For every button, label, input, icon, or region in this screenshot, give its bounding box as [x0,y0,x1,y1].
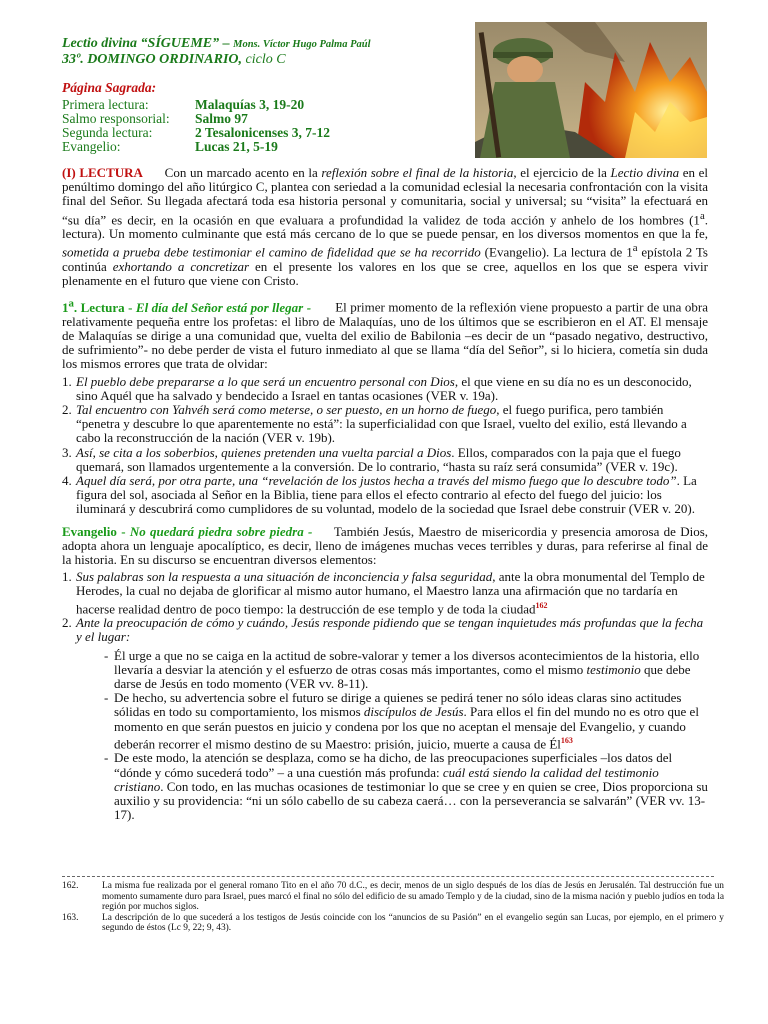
text-run: Ante la preocupación de cómo y cuándo, Jesús responde pidiendo que se tengan inquietudes más profundas que la fecha y el lugar: [76,615,704,645]
list-item [104,691,708,751]
reading-value: Lucas 21, 5-19 [195,139,278,154]
list-item [62,616,708,644]
footnote-ref[interactable]: 163 [560,735,573,745]
list-item [104,649,708,692]
evangelio-heading [62,524,312,539]
dash-marker: - [104,690,109,706]
header-author: Mons. Víctor Hugo Palma Paúl [233,39,371,50]
list-item [62,375,708,403]
reading-label: Evangelio: [62,139,121,154]
primera-list [62,375,708,517]
text-run: No quedará piedra sobre piedra - [129,523,313,539]
list-number: 1. [62,373,72,389]
text-run: discípulos de Jesús [363,704,464,720]
text-run: Evangelio - [62,523,130,539]
footnote-divider [62,876,714,877]
readings-table [62,98,462,154]
reading-value: 2 Tesalonicenses 3, 7-12 [195,125,331,140]
text-run: . lectura). Un momento culminante que está más cercano de lo que se puede pensar, en los diversos momentos en que la fe, [62,211,708,242]
illustration-svg [475,22,707,158]
lectura-paragraph [62,166,708,288]
text-run: . Para ellos el fin del mundo no es otro que el momento en que serán puestos en juicio y condena por los que no aceptan el mensaje del Evangelio, y cuando deberán recorrer el mismo destino de su Maestro: prisión, juicio, muerte a causa de Él [114,704,699,752]
reading-label: Segunda lectura: [62,125,153,140]
list-item [62,446,708,474]
list-number: 2. [62,402,72,418]
text-run: epístola 2 Ts continúa [62,244,708,274]
text-run: De este modo, la atención se desplaza, como se ha dicho, de las preocupaciones superficiales –los datos del “dónde y cómo sucederá todo” – a una cuestión más profunda: [114,750,673,780]
text-run: Sus palabras son la respuesta a una situación de inconciencia y falsa seguridad [76,569,493,585]
header-cycle: ciclo C [245,52,286,67]
text-run: . La figura del sol, asociada al Señor en la Biblia, tiene para ellos el efecto contrario al efecto del fuego del juicio: los iluminará y descubrirá como cumplidores de su voluntad, modelo de la sociedad que Israel debe construir (VER v. 20). [76,473,697,517]
list-number: 2. [62,615,72,631]
evangelio-list [62,570,708,644]
dash-marker: - [104,647,109,663]
dash-marker: - [104,750,109,766]
text-run: que debe darse de Jesús en todo momento (VER vv. 8-11). [114,661,691,692]
lectura-heading: (I) LECTURA [62,165,143,180]
footnote-text: La misma fue realizada por el general romano Tito en el año 70 d.C., es decir, menos de un siglo después de los días de Jesús en Jerusalén. Tal destrucción fue un momento sumamente duro para Israel, pues marcó el final no sólo del edificio de su amado Templo y de la ciudad, sino de la misma nación y pueblo judíos en toda la región por muchos siglos. [102,881,724,913]
list-item [104,751,708,822]
reading-row [62,112,462,126]
text-run: sometida a prueba debe testimoniar el camino de fidelidad que se ha recorrido [62,244,481,260]
header-title-line [62,36,462,52]
footnote [62,913,724,934]
reading-label: Salmo responsorial: [62,111,170,126]
soldier-fire-illustration [475,22,707,158]
text-run: a [68,297,74,310]
text-run: Así, se cita a los soberbios, quienes pretenden una vuelta parcial a Dios [76,444,452,460]
reading-row [62,126,462,140]
text-run: , el fuego purifica, pero también “penetra y descubre lo que aparentemente no está”: la superficialidad con que Israel, vuelto del exilio, está llevando a cabo la reconstrucción de la nación (VER v. 19b). [76,402,687,446]
list-number: 4. [62,473,72,489]
pagina-sagrada-label: Página Sagrada: [62,80,157,95]
text-run: , ante la obra monumental del Templo de Herodes, la cual no dejaba de glorificar al mismo autor humano, el Maestro lanza una afirmación que no tardaría en hacerse realidad dentro de poco tiempo: la destrucción de ese templo y de toda la ciudad [76,569,705,616]
primera-heading [62,297,312,315]
text-run: . Con todo, en las muchas ocasiones de testimoniar lo que se cree y en quien se cree, Dios proporciona su auxilio y su providencia: “ni un sólo cabello de su cabeza caerá… con la perseverancia se salvarán” (VER vv. 13-17). [114,778,708,823]
list-item [62,474,708,517]
text-run: exhortando a concretizar [112,258,250,274]
text-run: (Evangelio). La lectura de 1 [480,244,633,260]
spacer [62,288,708,296]
text-run: De hecho, su advertencia sobre el futuro se dirige a quienes se pedirá tener no sólo ideas claras sino actitudes sólidas en todo su comportamiento, los mismos [114,690,682,720]
footnote-number: 163. [62,912,79,923]
footnotes [62,881,724,934]
reading-row [62,98,462,112]
text-run: El día del Señor está por llegar - [135,299,312,315]
text-run: Aquel día será, por otra parte, una “revelación de los justos hecha a través del mismo fuego que lo descubre todo” [76,473,677,489]
list-item [62,403,708,446]
text-run: Lectio divina [610,165,680,180]
header-sunday: 33º. DOMINGO ORDINARIO, [62,52,242,67]
soldier-face [507,56,543,84]
footnote-ref[interactable]: 162 [535,600,548,610]
text-run: a [632,242,638,255]
reading-label: Primera lectura: [62,97,149,112]
text-run: , el ejercicio de la [513,165,611,180]
header-sunday-line [62,52,462,67]
text-run: 1 [62,299,69,315]
reading-value: Malaquías 3, 19-20 [195,97,305,112]
text-run: cuál está siendo la calidad del testimonio cristiano [114,764,659,794]
text-run: Tal encuentro con Yahvéh será como meterse, o ser puesto, en un horno de fuego [76,402,497,418]
text-run: , el que viene en su día no es un desconocido, sino Aquél que ha salvado y bendecido a Israel en tantas ocasiones (VER v. 19a). [76,373,692,403]
text-run: También Jesús, Maestro de misericordia y presencia amorosa de Dios, adopta ahora un lenguaje apocalíptico, es decir, lleno de imágenes muchas veces terribles y duras, para referirse al final de la historia. En su discurso se encuentran diversos elementos: [62,523,709,568]
text-run: Con un marcado acento en la [164,165,322,180]
document-header [62,36,462,154]
footnote-number: 162. [62,881,79,891]
text-run: El pueblo debe prepararse a lo que será un encuentro personal con Dios [76,373,455,389]
list-item [62,570,708,616]
text-run: en el penúltimo domingo del año litúrgico C, plantea con seriedad a la comunidad eclesial la necesaria confrontación con la visita final del Señor. Su llegada afectará toda esa historia personal y comunitaria, social y universal; su “visita” la efectuará en “su día” es decir, en la ocasión en que evaluara a profundidad la validez de toda acción y anhelo de los hombres (1 [62,165,709,227]
text-run: El primer momento de la reflexión viene propuesto a partir de una obra relativamente pequeña entre los profetas: el libro de Malaquías, uno de los últimos que se escribieron en el AT. El mensaje de Malaquías se dirige a una comunidad que, vuelta del exilio de Babilonia –es decir de un “pasado negativo, destructivo, de sufrimiento”- no debe perder de vista el futuro inmediato al que se llama “día del Señor”, si lo hiciera, cometía sin duda los mismos errores que trata de olvidar: [62,299,709,372]
list-number: 1. [62,569,72,585]
footnote-text: La descripción de lo que sucederá a los testigos de Jesús coincide con los “anuncios de su Pasión” en el evangelio según san Lucas, por ejemplo, en el primero y segundo de éstos (Lc 9, 22; 9, 43). [102,912,724,934]
primera-paragraph [62,296,708,371]
document-body [62,166,708,822]
text-run: Él urge a que no se caiga en la actitud de sobre-valorar y temer a los diversos acontecimientos de la historia, ello llevaría a desviar la atención y el esfuerzo de otras cosas más importantes, como el mismo [114,647,700,677]
text-run: . Lectura - [73,299,136,315]
text-run: a [699,209,705,222]
text-run: testimonio [586,661,641,677]
reading-value: Salmo 97 [195,111,248,126]
evangelio-paragraph [62,525,708,568]
reading-row [62,140,462,154]
text-run: reflexión sobre el final de la historia [321,165,514,180]
footnote [62,881,724,913]
header-title: Lectio divina “SÍGUEME” – [62,36,230,51]
evangelio-dash-list [104,649,708,823]
text-run: . Ellos, comparados con la paja que el fuego quemará, son llamados urgentemente a la conversión. De lo contrario, “hasta su raíz será consumida” (VER v. 19c). [76,444,681,474]
text-run: en el presente los valores en los que se cree, aquellos en los que se espera vivir plenamente en el futuro que viene con Cristo. [62,258,708,289]
list-number: 3. [62,444,72,460]
